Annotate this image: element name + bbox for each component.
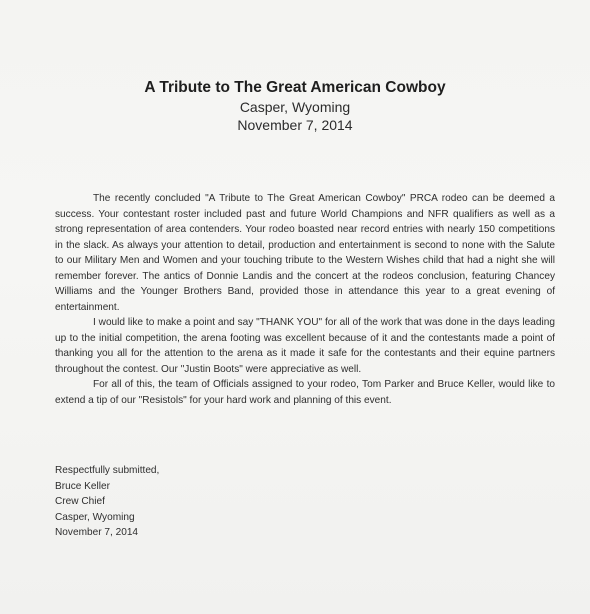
closing-salutation: Respectfully submitted, <box>55 465 160 476</box>
signer-role: Crew Chief <box>55 496 105 507</box>
signer-name: Bruce Keller <box>55 480 110 492</box>
letter-closing <box>55 463 159 541</box>
header-location: Casper, Wyoming <box>239 99 351 115</box>
closing-location: Casper, Wyoming <box>55 511 135 523</box>
header-date: November 7, 2014 <box>237 117 353 133</box>
letter-header <box>0 78 590 134</box>
body-paragraph-3: For all of this, the team of Officials assigned to your rodeo, Tom Parker and Bruce Keller, would like to extend a tip of our "Resistols" for your hard work and planning of this event. <box>55 379 555 406</box>
body-paragraph-2: I would like to make a point and say "THANK YOU" for all of the work that was done in the days leading up to the initial competition, the arena footing was excellent because of it and the contestants made a point of thanking you all for the attention to the arena as it made it safe for the contestants and their equine partners throughout the contest. Our "Justin Boots" were appreciative as well. <box>55 317 555 375</box>
letter-body <box>55 191 555 408</box>
letter-title: A Tribute to The Great American Cowboy <box>144 79 446 96</box>
body-paragraph-1: The recently concluded "A Tribute to The Great American Cowboy" PRCA rodeo can be deemed a success. Your contestant roster included past and future World Champions and NFR qualifiers as well as a strong representation of area contenders. Your rodeo boasted near record entries with nearly 150 competitions in the slack. As always your attention to detail, production and entertainment is second to none with the Salute to our Military Men and Women and your touching tribute to the Western Wishes child that had a night she will remember forever. The antics of Donnie Landis and the concert at the rodeos conclusion, featuring Chancey Williams and the Younger Brothers Band, provided those in attendance this year to a great evening of entertainment. <box>55 193 555 313</box>
closing-date: November 7, 2014 <box>55 527 139 538</box>
